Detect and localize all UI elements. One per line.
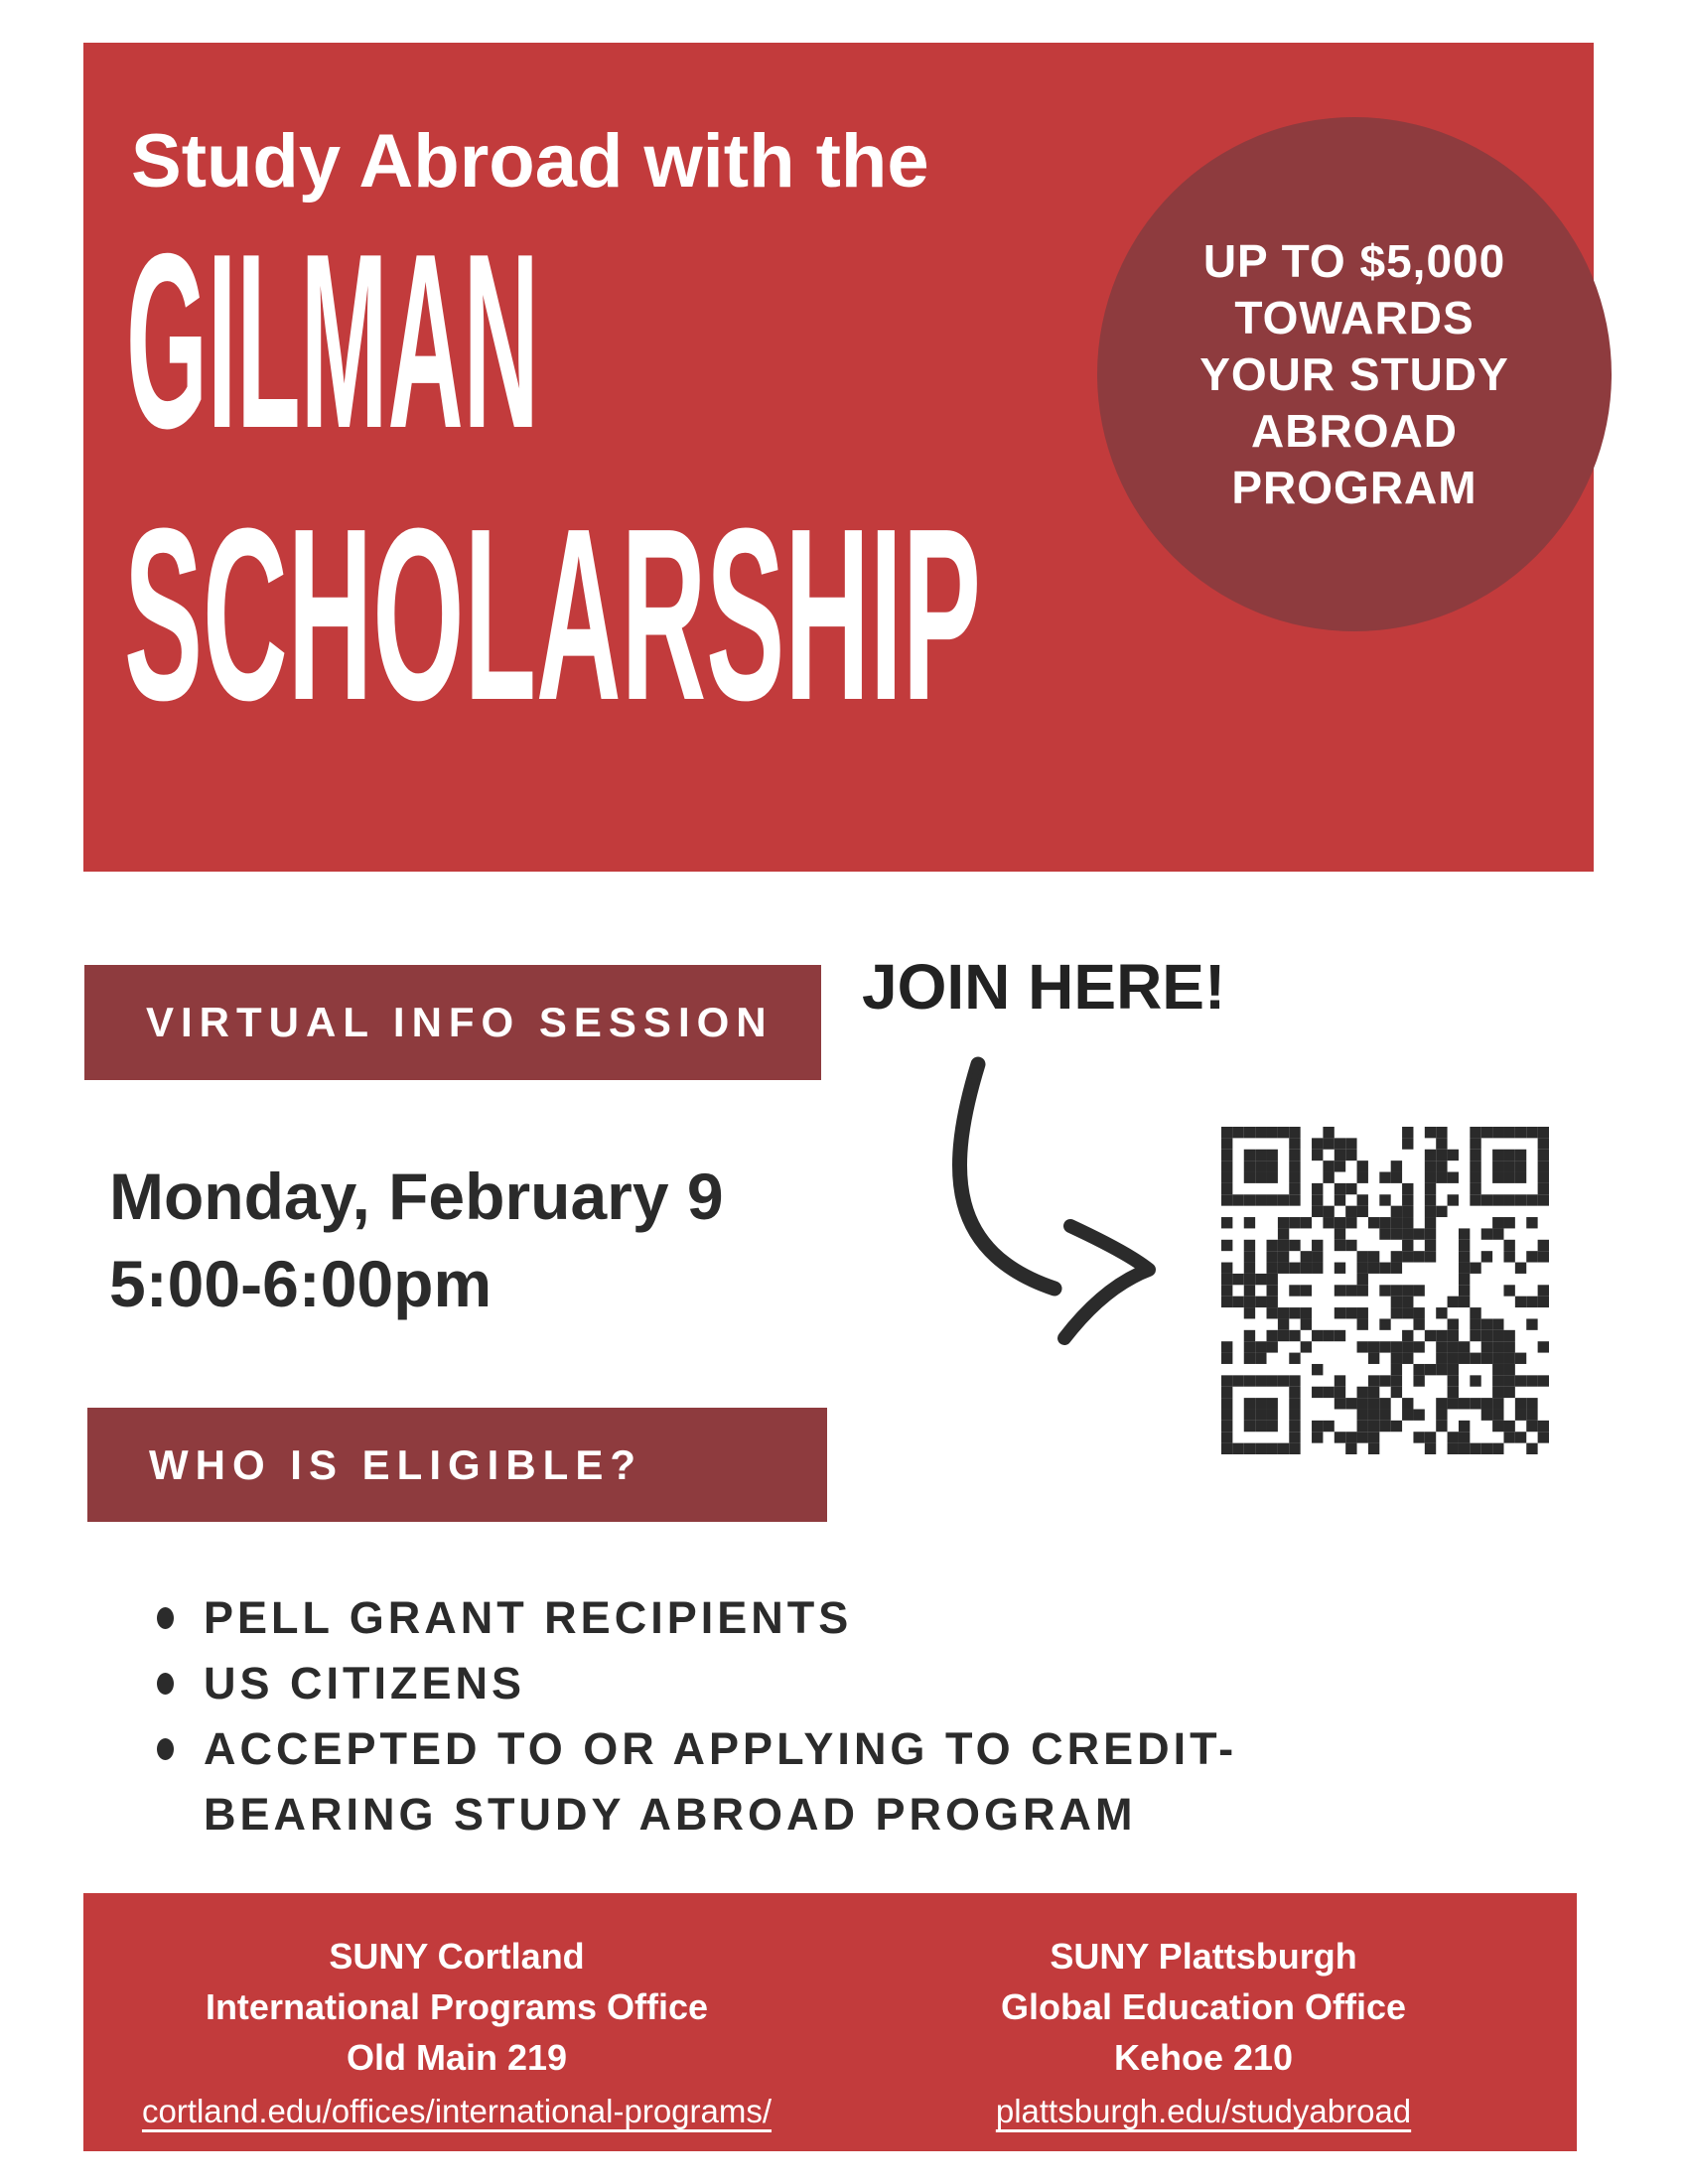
list-item-text: ACCEPTED TO OR APPLYING TO CREDIT-	[204, 1723, 1238, 1774]
eligibility-heading-bar	[87, 1408, 827, 1522]
list-item-text: BEARING STUDY ABROAD PROGRAM	[204, 1789, 1137, 1840]
top-banner	[83, 43, 1594, 872]
info-session-heading: VIRTUAL INFO SESSION	[146, 999, 774, 1045]
eligibility-list	[157, 1585, 1237, 1847]
badge-line: ABROAD	[1251, 404, 1458, 457]
list-item-text: PELL GRANT RECIPIENTS	[204, 1592, 853, 1643]
qr-code	[1221, 1127, 1549, 1454]
eligibility-heading: WHO IS ELIGIBLE?	[149, 1440, 642, 1488]
badge-line: UP TO $5,000	[1202, 234, 1506, 287]
office-name: International Programs Office	[205, 1986, 709, 2027]
plattsburgh-website-link[interactable]: plattsburgh.edu/studyabroad	[995, 2093, 1412, 2129]
join-here-label: JOIN HERE!	[862, 951, 1226, 1023]
date-line: Monday, February 9	[109, 1160, 724, 1233]
award-amount-badge	[1097, 117, 1612, 631]
room-number: Kehoe 210	[1113, 2037, 1294, 2078]
title-scholarship: SCHOLARSHIP	[124, 478, 981, 751]
room-number: Old Main 219	[346, 2037, 568, 2078]
badge-line: PROGRAM	[1231, 461, 1477, 513]
list-item	[157, 1651, 1237, 1716]
info-session-heading-bar	[84, 965, 821, 1080]
badge-line: YOUR STUDY	[1199, 347, 1509, 400]
badge-line: TOWARDS	[1234, 291, 1475, 343]
bullet-dot-icon	[157, 1738, 174, 1760]
title-gilman: GILMAN	[126, 203, 539, 480]
org-name: SUNY Plattsburgh	[1050, 1936, 1357, 1977]
list-item	[157, 1585, 1237, 1651]
cortland-website-link[interactable]: cortland.edu/offices/international-programs/	[141, 2093, 773, 2129]
org-name: SUNY Cortland	[329, 1936, 585, 1977]
footer-right-column	[830, 1893, 1577, 2151]
bullet-dot-icon	[157, 1607, 174, 1629]
date-block	[109, 1153, 724, 1327]
footer	[83, 1893, 1577, 2151]
office-name: Global Education Office	[1000, 1986, 1407, 2027]
list-item-text: US CITIZENS	[204, 1658, 526, 1708]
footer-left-column	[83, 1893, 830, 2151]
list-item	[157, 1716, 1237, 1847]
time-line: 5:00-6:00pm	[109, 1247, 492, 1320]
banner-kicker: Study Abroad with the	[131, 119, 929, 204]
bullet-dot-icon	[157, 1673, 174, 1695]
